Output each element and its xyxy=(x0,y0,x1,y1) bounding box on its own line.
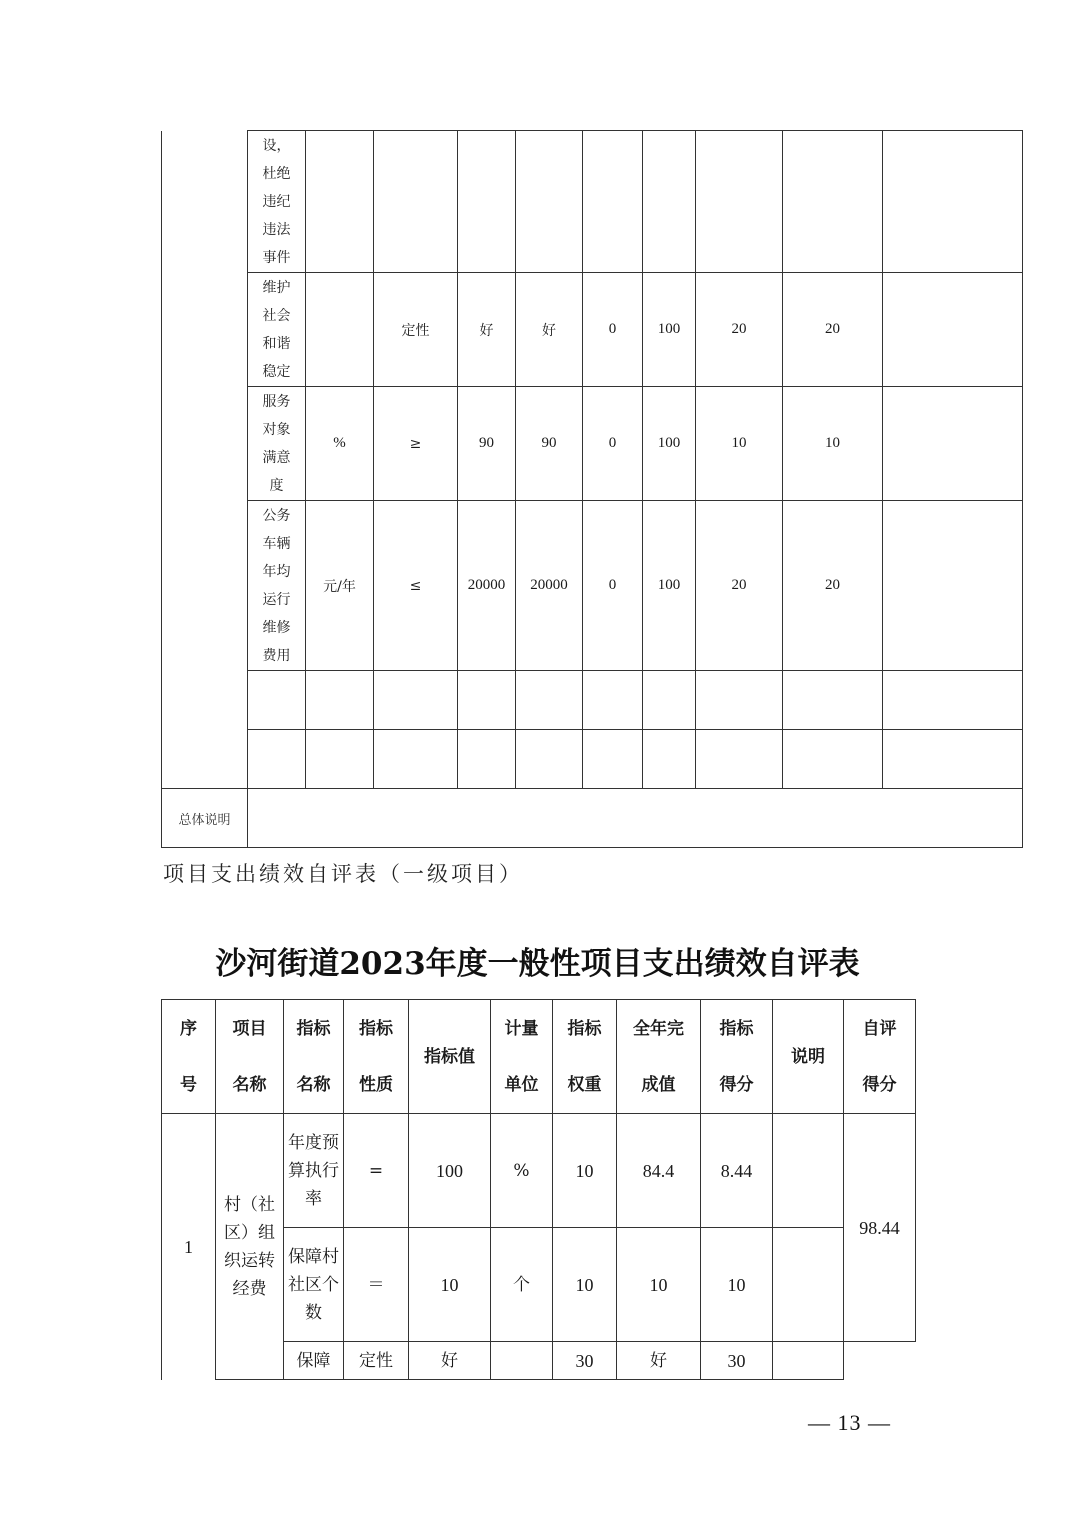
indicator-cell: 公务 车辆 年均 运行 维修 费用 xyxy=(248,501,306,671)
indicator-cell: 保障村社区个数 xyxy=(284,1228,344,1342)
page-number: — 13 — xyxy=(808,1410,891,1435)
performance-self-evaluation-table xyxy=(161,999,916,1380)
table-caption: 项目支出绩效自评表（一级项目） xyxy=(163,862,523,886)
header-score: 指标 得分 xyxy=(701,1000,773,1114)
seq-cell: 1 xyxy=(162,1114,216,1380)
indicator-cell: 服务 对象 满意 度 xyxy=(248,387,306,501)
table-row: 保障 定性 好 30 好 30 xyxy=(162,1342,916,1380)
self-score-cell: 98.44 xyxy=(844,1114,916,1342)
table-row: 保障村社区个数 ＝ 10 个 10 10 10 xyxy=(162,1228,916,1342)
project-name-cell: 村（社区）组织运转经费 xyxy=(216,1114,284,1380)
summary-label: 总体说明 xyxy=(162,789,248,848)
header-weight: 指标 权重 xyxy=(553,1000,617,1114)
upper-indicator-table xyxy=(161,130,1023,848)
indicator-cell: 年度预算执行率 xyxy=(284,1114,344,1228)
header-project-name: 项目 名称 xyxy=(216,1000,284,1114)
table-row: 服务 对象 满意 度 % ≥ 90 90 0 100 10 10 xyxy=(162,387,1023,501)
indicator-cell: 保障 xyxy=(284,1342,344,1380)
header-unit: 计量 单位 xyxy=(491,1000,553,1114)
table-row-empty xyxy=(162,730,1023,789)
indicator-cell: 维护 社会 和谐 稳定 xyxy=(248,273,306,387)
table-row-empty xyxy=(162,671,1023,730)
category-cell xyxy=(162,131,248,789)
header-indicator-name: 指标 名称 xyxy=(284,1000,344,1114)
page-title: 沙河街道2023年度一般性项目支出绩效自评表 xyxy=(215,946,860,982)
header-note: 说明 xyxy=(773,1000,844,1114)
table-row: 1 村（社区）组织运转经费 年度预算执行率 = 100 % 10 84.4 8.44 98.44 xyxy=(162,1114,916,1228)
table-row: 维护 社会 和谐 稳定 定性 好 好 0 100 20 20 xyxy=(162,273,1023,387)
header-indicator-type: 指标 性质 xyxy=(344,1000,409,1114)
summary-text xyxy=(248,789,1023,848)
header-self-score: 自评 得分 xyxy=(844,1000,916,1114)
header-row xyxy=(162,1000,916,1114)
table-row: 公务 车辆 年均 运行 维修 费用 元/年 ≤ 20000 20000 0 100 20 20 xyxy=(162,501,1023,671)
header-seq: 序 号 xyxy=(162,1000,216,1114)
indicator-cell: 设， 杜绝 违纪 违法 事件 xyxy=(248,131,306,273)
header-actual: 全年完 成值 xyxy=(617,1000,701,1114)
header-target: 指标值 xyxy=(409,1000,491,1114)
table-row xyxy=(162,131,1023,273)
summary-row xyxy=(162,789,1023,848)
